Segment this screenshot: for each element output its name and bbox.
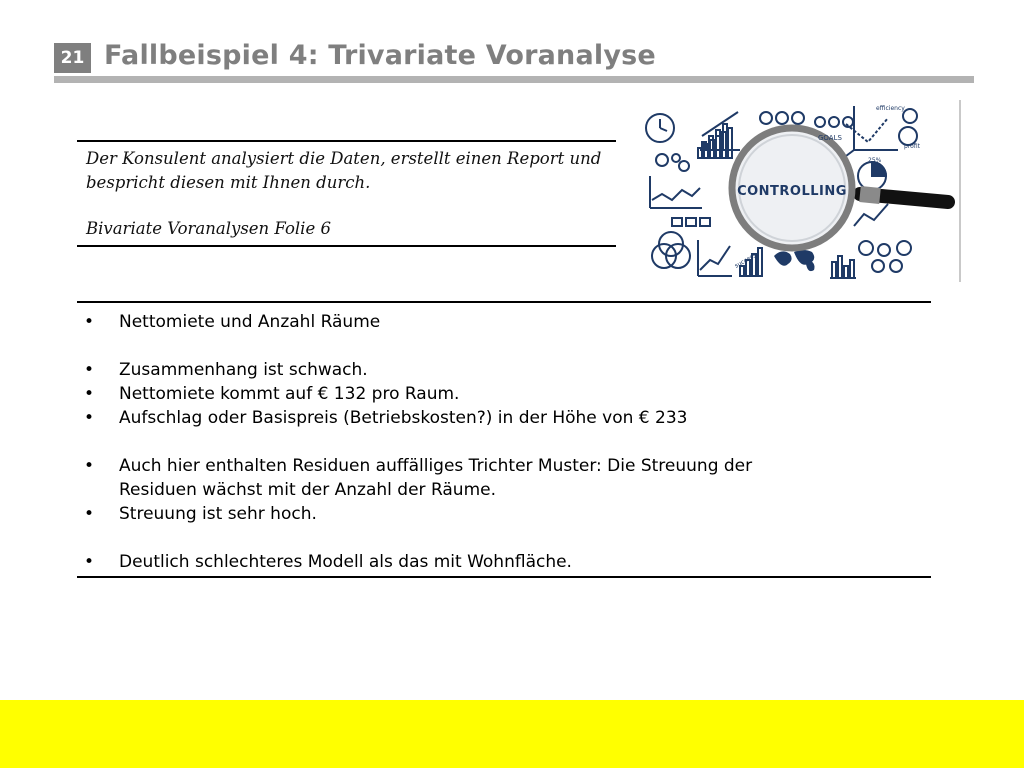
illustration-border [959, 100, 961, 282]
slide-title: Fallbeispiel 4: Trivariate Voranalyse [104, 40, 656, 71]
faces-icon [760, 112, 804, 124]
goals-label: GOALS [818, 134, 842, 142]
quote-reference: Bivariate Voranalysen Folie 6 [86, 219, 331, 238]
footer-band [0, 700, 1024, 768]
line-chart-icon [698, 240, 732, 276]
euro-icon [854, 204, 888, 226]
quote-box [86, 147, 606, 241]
pie-chart-icon [899, 109, 917, 145]
list-item: • Auch hier enthalten Residuen auffälliges Trichter Muster: Die Streuung der Residuen wächst mit der Anzahl der Räume. [84, 456, 753, 500]
controlling-illustration [642, 100, 958, 282]
gears-icon [656, 154, 689, 171]
title-rule [54, 76, 974, 83]
list-item: • Nettomiete und Anzahl Räume [84, 312, 381, 332]
gears-icon [859, 241, 911, 272]
world-map-icon [774, 250, 815, 271]
bullet-list [84, 310, 924, 574]
bar-chart-icon [830, 256, 856, 278]
list-item: • Zusammenhang ist schwach. [84, 360, 368, 380]
quote-line-1: Der Konsulent analysiert die Daten, erstellt einen Report und [86, 149, 602, 168]
list-item: • Streuung ist sehr hoch. [84, 504, 317, 524]
clock-icon [646, 114, 674, 142]
quote-bottom-rule [77, 245, 616, 247]
quote-line-2: bespricht diesen mit Ihnen durch. [86, 173, 371, 192]
bar-chart-icon [672, 218, 710, 226]
venn-icon [652, 232, 690, 268]
list-item: • Deutlich schlechteres Modell als das mit Wohnfläche. [84, 552, 572, 572]
axes-icon [838, 106, 898, 162]
success-label: success [733, 251, 758, 270]
list-item: • Nettomiete kommt auf € 132 pro Raum. [84, 384, 460, 404]
slide-number: 21 [54, 43, 91, 73]
quote-top-rule [77, 140, 616, 142]
magnifier-label: CONTROLLING [737, 184, 847, 199]
line-chart-icon [650, 176, 702, 208]
profit-label: profit [904, 143, 920, 150]
pie-chart-icon [858, 162, 886, 190]
bullets-top-rule [77, 301, 931, 303]
bullets-bottom-rule [77, 576, 931, 578]
percent-label: 25% [868, 157, 882, 164]
list-item: • Aufschlag oder Basispreis (Betriebskosten?) in der Höhe von € 233 [84, 408, 688, 428]
efficiency-label: efficiency [876, 105, 905, 112]
